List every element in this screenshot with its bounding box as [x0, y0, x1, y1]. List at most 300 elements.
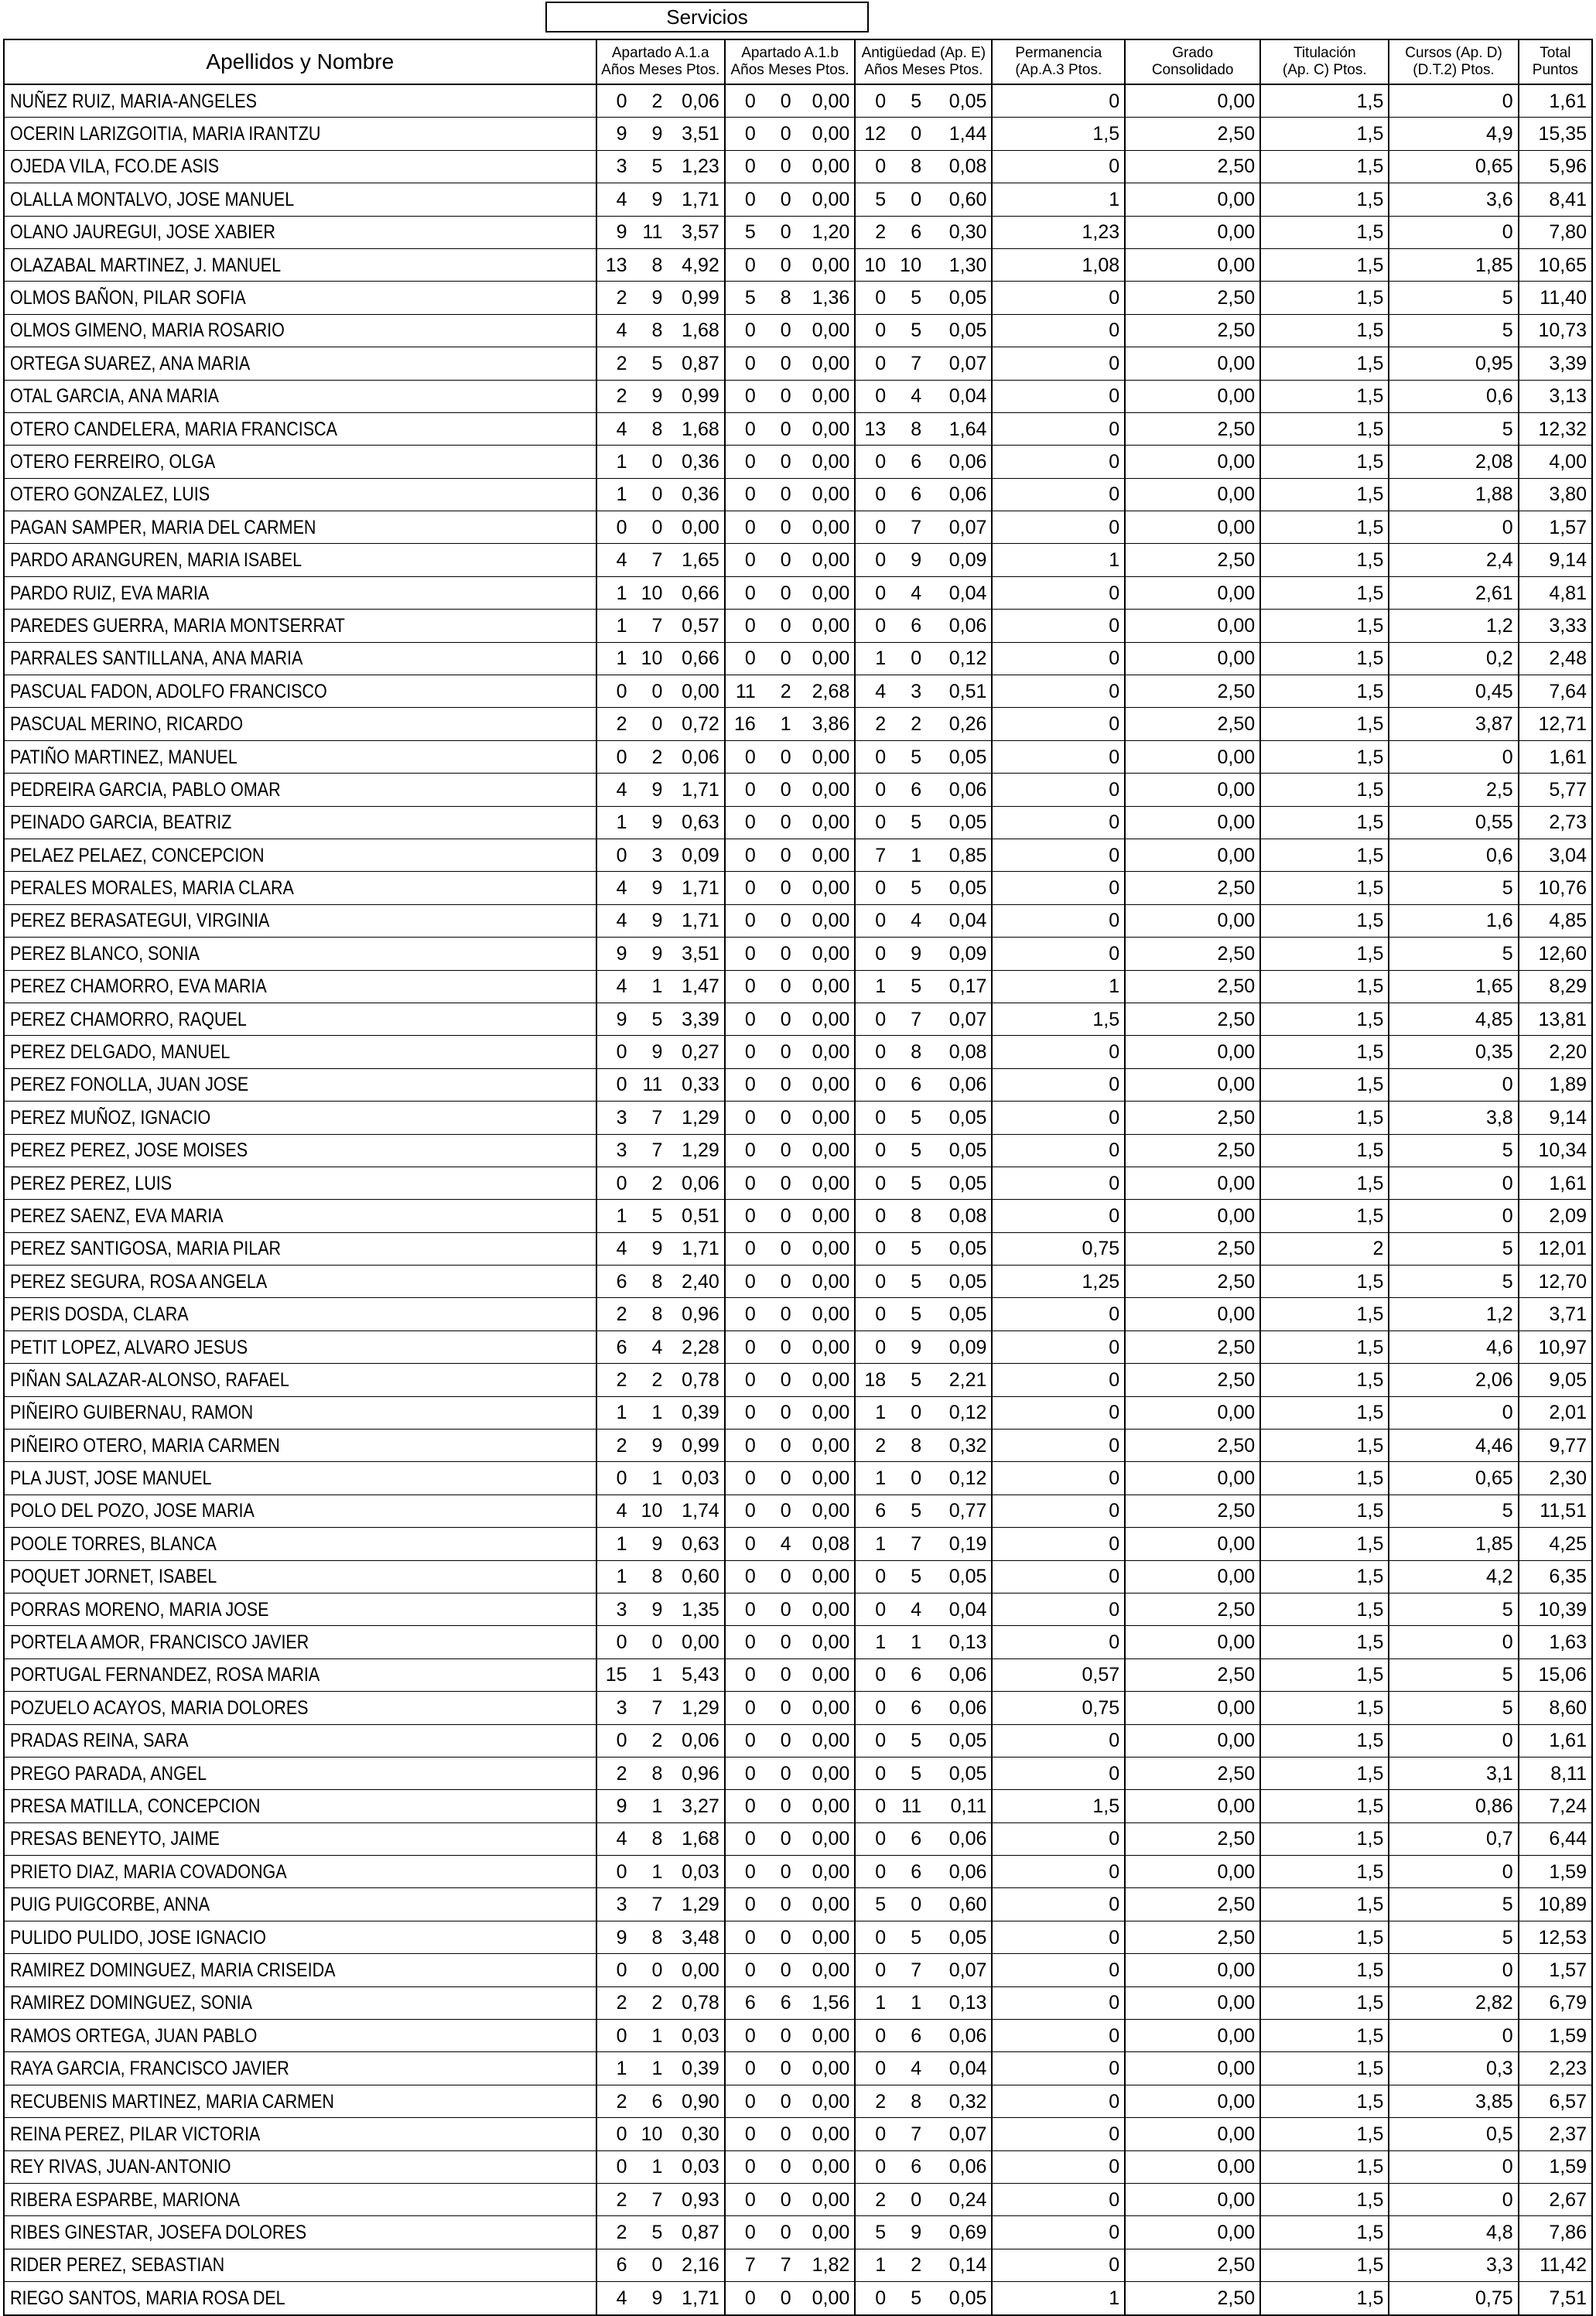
cell-ant-ptos: 0,05: [926, 1266, 992, 1298]
cell-grado: 2,50: [1125, 2249, 1260, 2281]
cell-ant-anos: 2: [855, 1430, 890, 1462]
cell-a1a-ptos: 3,51: [667, 938, 724, 970]
cell-a1a-ptos: 0,30: [667, 2118, 724, 2150]
cell-a1a-anos: 3: [596, 1593, 632, 1625]
cell-ant-meses: 4: [890, 904, 926, 937]
cell-cursos: 2,82: [1389, 1986, 1518, 2019]
cell-a1a-anos: 9: [596, 938, 632, 970]
cell-a1b-anos: 0: [725, 1232, 760, 1265]
cell-permanencia: 1: [992, 970, 1125, 1003]
cell-ant-meses: 9: [890, 1331, 926, 1363]
cell-total: 1,61: [1519, 1167, 1592, 1199]
cell-cursos: 0,75: [1389, 2282, 1518, 2315]
person-name: PRESA MATILLA, CONCEPCION: [10, 1795, 261, 1817]
cell-titulacion: 1,5: [1260, 1364, 1389, 1396]
person-name: PRADAS REINA, SARA: [10, 1730, 189, 1752]
person-name: POZUELO ACAYOS, MARIA DOLORES: [10, 1696, 309, 1719]
cell-total: 2,20: [1519, 1036, 1592, 1068]
cell-name: [4, 1364, 596, 1396]
cell-a1b-anos: 0: [725, 347, 760, 380]
cell-grado: 0,00: [1125, 1692, 1260, 1724]
cell-a1b-meses: 0: [760, 1790, 796, 1822]
cell-a1a-ptos: 0,93: [667, 2184, 724, 2216]
cell-grado: 2,50: [1125, 2282, 1260, 2315]
cell-cursos: 5: [1389, 282, 1518, 314]
cell-a1a-meses: 7: [632, 1888, 668, 1921]
cell-ant-anos: 1: [855, 1986, 890, 2019]
cell-a1b-meses: 0: [760, 806, 796, 839]
cell-a1a-ptos: 5,43: [667, 1658, 724, 1691]
cell-ant-anos: 18: [855, 1364, 890, 1396]
cell-total: 15,06: [1519, 1658, 1592, 1691]
cell-a1a-ptos: 0,06: [667, 1167, 724, 1199]
cell-name: [4, 2020, 596, 2052]
cell-a1a-meses: 1: [632, 970, 668, 1003]
cell-a1b-meses: 0: [760, 2020, 796, 2052]
cell-a1b-ptos: 0,00: [796, 806, 856, 839]
cell-a1b-anos: 0: [725, 839, 760, 871]
cell-ant-ptos: 0,05: [926, 1167, 992, 1199]
cell-a1b-ptos: 0,00: [796, 511, 856, 544]
cell-a1a-ptos: 2,40: [667, 1266, 724, 1298]
cell-ant-meses: 2: [890, 2249, 926, 2281]
cell-ant-meses: 5: [890, 872, 926, 904]
cell-a1a-ptos: 0,87: [667, 2216, 724, 2249]
cell-ant-ptos: 0,12: [926, 642, 992, 675]
cell-a1b-ptos: 0,00: [796, 1658, 856, 1691]
table-row: [4, 1528, 1592, 1560]
cell-a1a-anos: 9: [596, 1003, 632, 1035]
cell-a1a-meses: 8: [632, 412, 668, 445]
cell-a1a-ptos: 0,33: [667, 1068, 724, 1101]
cell-name: [4, 412, 596, 445]
cell-a1a-anos: 2: [596, 347, 632, 380]
cell-grado: 0,00: [1125, 248, 1260, 281]
cell-total: 11,42: [1519, 2249, 1592, 2281]
cell-titulacion: 1,5: [1260, 118, 1389, 150]
cell-a1b-anos: 0: [725, 150, 760, 183]
cell-a1a-ptos: 3,48: [667, 1921, 724, 1953]
cell-a1a-ptos: 0,00: [667, 675, 724, 708]
cell-a1b-meses: 0: [760, 511, 796, 544]
cell-titulacion: 1,5: [1260, 774, 1389, 806]
person-name: OJEDA VILA, FCO.DE ASIS: [10, 155, 220, 178]
cell-ant-ptos: 0,07: [926, 2118, 992, 2150]
cell-total: 10,34: [1519, 1134, 1592, 1167]
cell-a1a-ptos: 0,78: [667, 1364, 724, 1396]
cell-a1a-anos: 1: [596, 610, 632, 642]
cell-name: [4, 1266, 596, 1298]
person-name: RAYA GARCIA, FRANCISCO JAVIER: [10, 2058, 289, 2080]
cell-grado: 2,50: [1125, 1232, 1260, 1265]
table-row: [4, 1102, 1592, 1134]
cell-a1b-anos: 0: [725, 1528, 760, 1560]
cell-a1a-ptos: 1,29: [667, 1692, 724, 1724]
cell-titulacion: 1,5: [1260, 839, 1389, 871]
cell-grado: 0,00: [1125, 2216, 1260, 2249]
cell-permanencia: 0: [992, 1822, 1125, 1855]
cell-a1a-ptos: 1,71: [667, 904, 724, 937]
cell-a1a-ptos: 3,27: [667, 1790, 724, 1822]
cell-total: 9,05: [1519, 1364, 1592, 1396]
table-row: [4, 1068, 1592, 1101]
cell-cursos: 3,3: [1389, 2249, 1518, 2281]
cell-grado: 2,50: [1125, 1134, 1260, 1167]
cell-ant-anos: 0: [855, 1593, 890, 1625]
cell-a1a-anos: 1: [596, 478, 632, 511]
cell-grado: 2,50: [1125, 708, 1260, 740]
cell-permanencia: 0: [992, 610, 1125, 642]
cell-a1a-meses: 0: [632, 2249, 668, 2281]
cell-a1b-ptos: 0,00: [796, 1167, 856, 1199]
cell-ant-meses: 4: [890, 2052, 926, 2085]
cell-a1a-anos: 1: [596, 2052, 632, 2085]
cell-permanencia: 0: [992, 708, 1125, 740]
cell-a1b-meses: 0: [760, 872, 796, 904]
cell-ant-meses: 5: [890, 1102, 926, 1134]
cell-a1b-meses: 0: [760, 1593, 796, 1625]
cell-ant-ptos: 0,05: [926, 1102, 992, 1134]
cell-ant-meses: 1: [890, 1986, 926, 2019]
cell-a1b-meses: 0: [760, 183, 796, 216]
cell-a1b-ptos: 0,00: [796, 478, 856, 511]
cell-ant-meses: 4: [890, 1593, 926, 1625]
cell-a1b-meses: 0: [760, 1036, 796, 1068]
cell-a1b-ptos: 0,00: [796, 1036, 856, 1068]
cell-cursos: 0,55: [1389, 806, 1518, 839]
cell-permanencia: 0: [992, 2118, 1125, 2150]
cell-ant-ptos: 0,05: [926, 1921, 992, 1953]
cell-titulacion: 1,5: [1260, 1134, 1389, 1167]
cell-a1b-ptos: 0,00: [796, 446, 856, 478]
cell-a1b-meses: 0: [760, 446, 796, 478]
cell-name: [4, 740, 596, 773]
cell-a1b-ptos: 0,00: [796, 544, 856, 576]
cell-a1b-ptos: 0,00: [796, 1593, 856, 1625]
cell-ant-ptos: 0,05: [926, 1724, 992, 1757]
cell-total: 3,71: [1519, 1298, 1592, 1331]
cell-total: 5,96: [1519, 150, 1592, 183]
cell-ant-meses: 5: [890, 314, 926, 347]
cell-a1b-anos: 0: [725, 2085, 760, 2117]
cell-ant-anos: 1: [855, 2249, 890, 2281]
cell-titulacion: 1,5: [1260, 1888, 1389, 1921]
cell-a1b-meses: 0: [760, 839, 796, 871]
cell-a1b-anos: 0: [725, 1102, 760, 1134]
cell-ant-meses: 11: [890, 1790, 926, 1822]
cell-titulacion: 1,5: [1260, 511, 1389, 544]
cell-a1b-meses: 0: [760, 970, 796, 1003]
cell-a1a-meses: 9: [632, 183, 668, 216]
person-name: ORTEGA SUAREZ, ANA MARIA: [10, 352, 251, 374]
cell-cursos: 0: [1389, 1856, 1518, 1888]
cell-a1b-anos: 6: [725, 1986, 760, 2019]
cell-permanencia: 0: [992, 2020, 1125, 2052]
person-name: OLMOS BAÑON, PILAR SOFIA: [10, 287, 246, 309]
cell-ant-meses: 6: [890, 216, 926, 248]
cell-cursos: 1,88: [1389, 478, 1518, 511]
cell-a1a-meses: 4: [632, 1331, 668, 1363]
cell-permanencia: 0: [992, 2216, 1125, 2249]
cell-permanencia: 0: [992, 1102, 1125, 1134]
cell-ant-anos: 0: [855, 380, 890, 412]
person-name: PARRALES SANTILLANA, ANA MARIA: [10, 647, 303, 670]
cell-permanencia: 0: [992, 478, 1125, 511]
cell-grado: 0,00: [1125, 1462, 1260, 1494]
table-row: [4, 642, 1592, 675]
cell-a1a-anos: 0: [596, 84, 632, 118]
cell-ant-anos: 7: [855, 839, 890, 871]
cell-ant-anos: 0: [855, 1954, 890, 1986]
table-row: [4, 2216, 1592, 2249]
table-row: [4, 1232, 1592, 1265]
cell-a1b-anos: 0: [725, 1068, 760, 1101]
cell-ant-meses: 0: [890, 1888, 926, 1921]
cell-a1a-ptos: 3,57: [667, 216, 724, 248]
cell-total: 7,80: [1519, 216, 1592, 248]
cell-a1a-anos: 3: [596, 1134, 632, 1167]
cell-cursos: 0: [1389, 1068, 1518, 1101]
cell-a1a-meses: 7: [632, 1102, 668, 1134]
cell-permanencia: 0: [992, 84, 1125, 118]
table-row: [4, 740, 1592, 773]
cell-a1a-anos: 9: [596, 1921, 632, 1953]
cell-a1b-ptos: 0,00: [796, 2150, 856, 2183]
cell-a1b-anos: 0: [725, 1036, 760, 1068]
cell-a1a-meses: 7: [632, 544, 668, 576]
cell-a1b-ptos: 1,82: [796, 2249, 856, 2281]
cell-a1a-meses: 7: [632, 1134, 668, 1167]
cell-permanencia: 1,5: [992, 1003, 1125, 1035]
cell-ant-anos: 0: [855, 1724, 890, 1757]
cell-a1b-meses: 0: [760, 150, 796, 183]
cell-a1a-ptos: 1,71: [667, 774, 724, 806]
cell-a1b-meses: 0: [760, 118, 796, 150]
person-name: OCERIN LARIZGOITIA, MARIA IRANTZU: [10, 123, 321, 145]
cell-ant-meses: 8: [890, 1200, 926, 1232]
cell-cursos: 0,45: [1389, 675, 1518, 708]
cell-ant-ptos: 1,64: [926, 412, 992, 445]
cell-ant-meses: 4: [890, 380, 926, 412]
person-name: PLA JUST, JOSE MANUEL: [10, 1467, 212, 1490]
table-row: [4, 1560, 1592, 1593]
cell-a1a-meses: 8: [632, 1921, 668, 1953]
cell-a1b-ptos: 0,00: [796, 2282, 856, 2315]
person-name: PEINADO GARCIA, BEATRIZ: [10, 811, 232, 834]
cell-total: 3,13: [1519, 380, 1592, 412]
table-row: [4, 1724, 1592, 1757]
cell-ant-meses: 2: [890, 708, 926, 740]
cell-a1a-meses: 2: [632, 84, 668, 118]
cell-ant-ptos: 0,05: [926, 1232, 992, 1265]
cell-a1b-ptos: 0,00: [796, 1494, 856, 1527]
cell-a1a-ptos: 0,60: [667, 1560, 724, 1593]
cell-titulacion: 1,5: [1260, 1822, 1389, 1855]
cell-a1a-meses: 0: [632, 446, 668, 478]
cell-ant-meses: 7: [890, 2118, 926, 2150]
cell-ant-anos: 0: [855, 347, 890, 380]
table-row: [4, 1266, 1592, 1298]
table-row: [4, 1626, 1592, 1658]
table-row: [4, 1757, 1592, 1789]
cell-a1b-ptos: 0,00: [796, 1724, 856, 1757]
cell-name: [4, 2052, 596, 2085]
cell-cursos: 0,86: [1389, 1790, 1518, 1822]
cell-ant-ptos: 0,04: [926, 2052, 992, 2085]
cell-total: 4,81: [1519, 576, 1592, 609]
cell-ant-ptos: 1,30: [926, 248, 992, 281]
person-name: PEREZ DELGADO, MANUEL: [10, 1041, 231, 1064]
cell-a1b-anos: 0: [725, 2184, 760, 2216]
cell-cursos: 0: [1389, 1396, 1518, 1429]
person-name: PAGAN SAMPER, MARIA DEL CARMEN: [10, 516, 316, 538]
cell-ant-meses: 6: [890, 2020, 926, 2052]
table-row: [4, 2118, 1592, 2150]
cell-ant-ptos: 0,05: [926, 84, 992, 118]
cell-titulacion: 1,5: [1260, 248, 1389, 281]
cell-ant-anos: 0: [855, 872, 890, 904]
cell-ant-ptos: 0,05: [926, 806, 992, 839]
cell-total: 11,40: [1519, 282, 1592, 314]
cell-ant-anos: 0: [855, 446, 890, 478]
cell-permanencia: 0,75: [992, 1232, 1125, 1265]
cell-titulacion: 1,5: [1260, 806, 1389, 839]
cell-name: [4, 1430, 596, 1462]
cell-a1a-ptos: 0,63: [667, 806, 724, 839]
cell-ant-meses: 1: [890, 1626, 926, 1658]
cell-cursos: 4,2: [1389, 1560, 1518, 1593]
cell-a1b-meses: 0: [760, 1396, 796, 1429]
cell-titulacion: 2: [1260, 1232, 1389, 1265]
cell-ant-anos: 1: [855, 1396, 890, 1429]
cell-a1a-meses: 7: [632, 2184, 668, 2216]
cell-ant-ptos: 0,05: [926, 2282, 992, 2315]
cell-ant-meses: 0: [890, 1396, 926, 1429]
cell-name: [4, 1593, 596, 1625]
cell-ant-anos: 1: [855, 1462, 890, 1494]
person-name: RIBES GINESTAR, JOSEFA DOLORES: [10, 2222, 307, 2244]
cell-ant-anos: 1: [855, 1626, 890, 1658]
person-name: PRIETO DIAZ, MARIA COVADONGA: [10, 1860, 287, 1883]
cell-grado: 0,00: [1125, 1856, 1260, 1888]
cell-a1a-anos: 0: [596, 1036, 632, 1068]
name-column-header: Apellidos y Nombre: [4, 39, 596, 84]
cell-a1b-ptos: 0,00: [796, 904, 856, 937]
cell-a1a-anos: 2: [596, 1364, 632, 1396]
cell-grado: 0,00: [1125, 1200, 1260, 1232]
cell-a1b-anos: 0: [725, 970, 760, 1003]
cell-permanencia: 1: [992, 183, 1125, 216]
cell-a1a-anos: 2: [596, 282, 632, 314]
cell-total: 2,73: [1519, 806, 1592, 839]
cell-a1b-anos: 0: [725, 2282, 760, 2315]
cell-permanencia: 0: [992, 904, 1125, 937]
cell-ant-ptos: 1,44: [926, 118, 992, 150]
cell-a1b-ptos: 0,00: [796, 2216, 856, 2249]
cell-a1a-ptos: 0,63: [667, 1528, 724, 1560]
cell-titulacion: 1,5: [1260, 1856, 1389, 1888]
cell-a1a-ptos: 0,96: [667, 1757, 724, 1789]
cell-a1a-meses: 9: [632, 1430, 668, 1462]
cell-a1b-anos: 0: [725, 314, 760, 347]
person-name: RIEGO SANTOS, MARIA ROSA DEL: [10, 2287, 285, 2309]
cell-grado: 0,00: [1125, 904, 1260, 937]
cell-ant-meses: 5: [890, 1266, 926, 1298]
cell-cursos: 4,85: [1389, 1003, 1518, 1035]
cell-cursos: 3,87: [1389, 708, 1518, 740]
cell-cursos: 3,1: [1389, 1757, 1518, 1789]
person-name: PARDO ARANGUREN, MARIA ISABEL: [10, 549, 302, 572]
cell-name: [4, 314, 596, 347]
cell-grado: 2,50: [1125, 544, 1260, 576]
cell-cursos: 1,6: [1389, 904, 1518, 937]
cell-total: 7,86: [1519, 2216, 1592, 2249]
cell-a1a-meses: 9: [632, 806, 668, 839]
table-row: [4, 1593, 1592, 1625]
cell-a1a-anos: 6: [596, 1266, 632, 1298]
cell-a1b-meses: 6: [760, 1986, 796, 2019]
cell-total: 1,61: [1519, 84, 1592, 118]
cell-ant-anos: 10: [855, 248, 890, 281]
cell-titulacion: 1,5: [1260, 1430, 1389, 1462]
cell-ant-anos: 0: [855, 2052, 890, 2085]
person-name: PASCUAL MERINO, RICARDO: [10, 713, 244, 736]
table-row: [4, 150, 1592, 183]
cell-a1b-anos: 11: [725, 675, 760, 708]
cell-permanencia: 0: [992, 1134, 1125, 1167]
cell-name: [4, 1494, 596, 1527]
cell-titulacion: 1,5: [1260, 282, 1389, 314]
cell-a1a-anos: 0: [596, 511, 632, 544]
cell-a1a-meses: 10: [632, 576, 668, 609]
cell-a1a-anos: 2: [596, 1986, 632, 2019]
cell-permanencia: 0: [992, 1494, 1125, 1527]
cell-ant-ptos: 0,05: [926, 282, 992, 314]
cell-ant-anos: 6: [855, 1494, 890, 1527]
person-name: PELAEZ PELAEZ, CONCEPCION: [10, 844, 265, 866]
cell-titulacion: 1,5: [1260, 1102, 1389, 1134]
cell-a1a-meses: 8: [632, 1560, 668, 1593]
cell-a1a-ptos: 0,00: [667, 511, 724, 544]
person-name: OTERO CANDELERA, MARIA FRANCISCA: [10, 418, 337, 440]
cell-a1b-ptos: 0,00: [796, 1856, 856, 1888]
table-row: [4, 183, 1592, 216]
cell-name: [4, 1102, 596, 1134]
cell-a1a-ptos: 0,06: [667, 740, 724, 773]
cell-ant-meses: 8: [890, 1430, 926, 1462]
cell-name: [4, 544, 596, 576]
cell-grado: 0,00: [1125, 2085, 1260, 2117]
cell-a1a-ptos: 1,71: [667, 2282, 724, 2315]
cell-name: [4, 1036, 596, 1068]
cell-name: [4, 675, 596, 708]
cell-permanencia: 0: [992, 872, 1125, 904]
cell-a1a-meses: 8: [632, 1266, 668, 1298]
cell-grado: 0,00: [1125, 642, 1260, 675]
cell-grado: 0,00: [1125, 2020, 1260, 2052]
cell-name: [4, 1658, 596, 1691]
cell-a1b-meses: 0: [760, 347, 796, 380]
cell-a1a-ptos: 0,87: [667, 347, 724, 380]
cell-cursos: 1,85: [1389, 248, 1518, 281]
cell-cursos: 0: [1389, 1954, 1518, 1986]
cell-a1a-ptos: 0,66: [667, 576, 724, 609]
cell-a1b-ptos: 0,00: [796, 1692, 856, 1724]
cell-ant-meses: 5: [890, 282, 926, 314]
cell-a1b-meses: 2: [760, 675, 796, 708]
cell-a1a-anos: 9: [596, 216, 632, 248]
cell-titulacion: 1,5: [1260, 642, 1389, 675]
